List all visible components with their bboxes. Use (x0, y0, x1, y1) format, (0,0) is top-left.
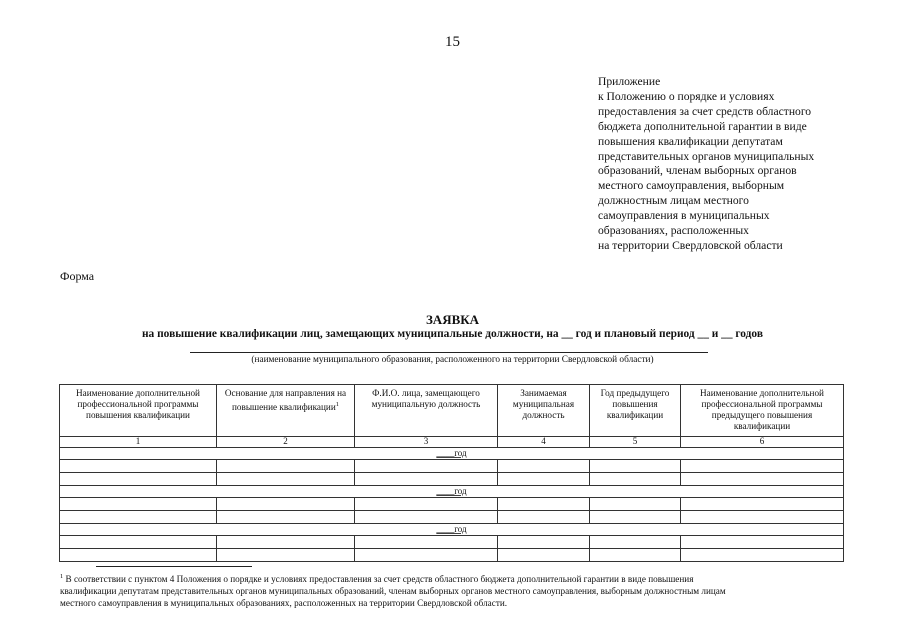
table-cell[interactable] (60, 473, 217, 486)
header-full-name: Ф.И.О. лица, замещающего муниципальную должность (355, 385, 498, 437)
municipality-caption: (наименование муниципального образования, расположенного на территории Свердловской области) (251, 355, 654, 365)
table-cell[interactable] (355, 498, 498, 511)
table-cell[interactable] (590, 511, 681, 524)
year-row (60, 448, 844, 460)
column-number-row (60, 437, 844, 448)
table-row (60, 460, 844, 473)
table-cell[interactable] (498, 473, 590, 486)
page-number: 15 (445, 34, 460, 50)
table-cell[interactable] (217, 549, 355, 562)
table-cell[interactable] (498, 549, 590, 562)
year-cell[interactable] (60, 524, 844, 536)
table-cell[interactable] (498, 536, 590, 549)
footnote-line: квалификации депутатам представительных органов муниципальных образований, членам выборных органов местного самоуправления, выборным должностным лицам (60, 586, 726, 597)
footnote-text: В соответствии с пунктом 4 Положения о порядке и условиях предоставления за счет средств областного бюджета дополнительной гарантии в виде повышения (65, 574, 694, 585)
appendix-line: повышения квалификации депутатам (598, 134, 783, 148)
document-title: ЗАЯВКА (425, 312, 480, 327)
header-program: Наименование дополнительной профессиональной программы повышения квалификации (60, 385, 217, 437)
table-cell[interactable] (590, 498, 681, 511)
appendix-line: самоуправления в муниципальных (598, 209, 770, 223)
table-cell[interactable] (217, 511, 355, 524)
table-cell[interactable] (590, 460, 681, 473)
header-basis-text: Основание для направления на повышение квалификации (224, 388, 347, 413)
table-cell[interactable] (355, 473, 498, 486)
header-position: Занимаемая муниципальная должность (498, 385, 590, 437)
table-cell[interactable] (498, 511, 590, 524)
table-cell[interactable] (681, 511, 844, 524)
appendix-line: на территории Свердловской области (598, 238, 783, 252)
footnote-line: местного самоуправления в муниципальных образованиях, расположенных на территории Свердловской области. (60, 598, 508, 609)
table-row (60, 536, 844, 549)
year-label: ____год (436, 448, 467, 458)
appendix-line: местного самоуправления, выборным (598, 179, 785, 193)
table-cell[interactable] (355, 549, 498, 562)
column-number: 5 (590, 437, 681, 448)
column-number: 4 (498, 437, 590, 448)
table-cell[interactable] (60, 511, 217, 524)
year-cell[interactable] (60, 448, 844, 460)
header-basis (217, 385, 355, 437)
table-cell[interactable] (681, 473, 844, 486)
table-cell[interactable] (60, 460, 217, 473)
table-cell[interactable] (681, 460, 844, 473)
form-label: Форма (60, 269, 95, 283)
table-cell[interactable] (498, 498, 590, 511)
table-cell[interactable] (355, 460, 498, 473)
footnote (60, 571, 842, 610)
table-cell[interactable] (355, 511, 498, 524)
application-table (59, 384, 844, 562)
column-number: 2 (217, 437, 355, 448)
appendix-note (598, 75, 858, 254)
table-cell[interactable] (217, 536, 355, 549)
appendix-line: бюджета дополнительной гарантии в виде (598, 119, 807, 133)
table-cell[interactable] (681, 536, 844, 549)
year-label: ____год (436, 486, 467, 496)
appendix-line: Приложение (598, 75, 661, 88)
footnote-mark: 1 (60, 573, 64, 580)
appendix-line: образованиях, расположенных (598, 224, 749, 238)
table-cell[interactable] (217, 460, 355, 473)
table-cell[interactable] (590, 549, 681, 562)
footnote-line (60, 571, 842, 585)
table-cell[interactable] (217, 473, 355, 486)
table-cell[interactable] (498, 460, 590, 473)
municipality-fill-line (190, 352, 708, 353)
table-cell[interactable] (355, 536, 498, 549)
footnote-separator (96, 566, 252, 567)
table-cell[interactable] (681, 498, 844, 511)
year-cell[interactable] (60, 486, 844, 498)
table-row (60, 473, 844, 486)
footnote-mark: 1 (335, 401, 339, 408)
document-subtitle: на повышение квалификации лиц, замещающих муниципальные должности, на __ год и плановый период __ и __ годов (141, 328, 763, 340)
appendix-line: представительных органов муниципальных (598, 149, 815, 163)
appendix-line: к Положению о порядке и условиях (598, 89, 775, 103)
table-row (60, 549, 844, 562)
column-number: 6 (681, 437, 844, 448)
appendix-line: предоставления за счет средств областного (598, 104, 812, 118)
appendix-line: должностным лицам местного (598, 194, 749, 208)
header-prev-year: Год предыдущего повышения квалификации (590, 385, 681, 437)
column-number: 1 (60, 437, 217, 448)
table-cell[interactable] (590, 473, 681, 486)
header-prev-program: Наименование дополнительной профессиональной программы предыдущего повышения квалификации (681, 385, 844, 437)
table-cell[interactable] (60, 549, 217, 562)
year-label: ____год (436, 524, 467, 534)
column-number: 3 (355, 437, 498, 448)
table-cell[interactable] (681, 549, 844, 562)
table-cell[interactable] (60, 536, 217, 549)
table-cell[interactable] (217, 498, 355, 511)
table-cell[interactable] (60, 498, 217, 511)
appendix-line: образований, членам выборных органов (598, 164, 797, 178)
table-row (60, 511, 844, 524)
table-header-row (60, 385, 844, 437)
year-row (60, 486, 844, 498)
table-row (60, 498, 844, 511)
year-row (60, 524, 844, 536)
table-cell[interactable] (590, 536, 681, 549)
